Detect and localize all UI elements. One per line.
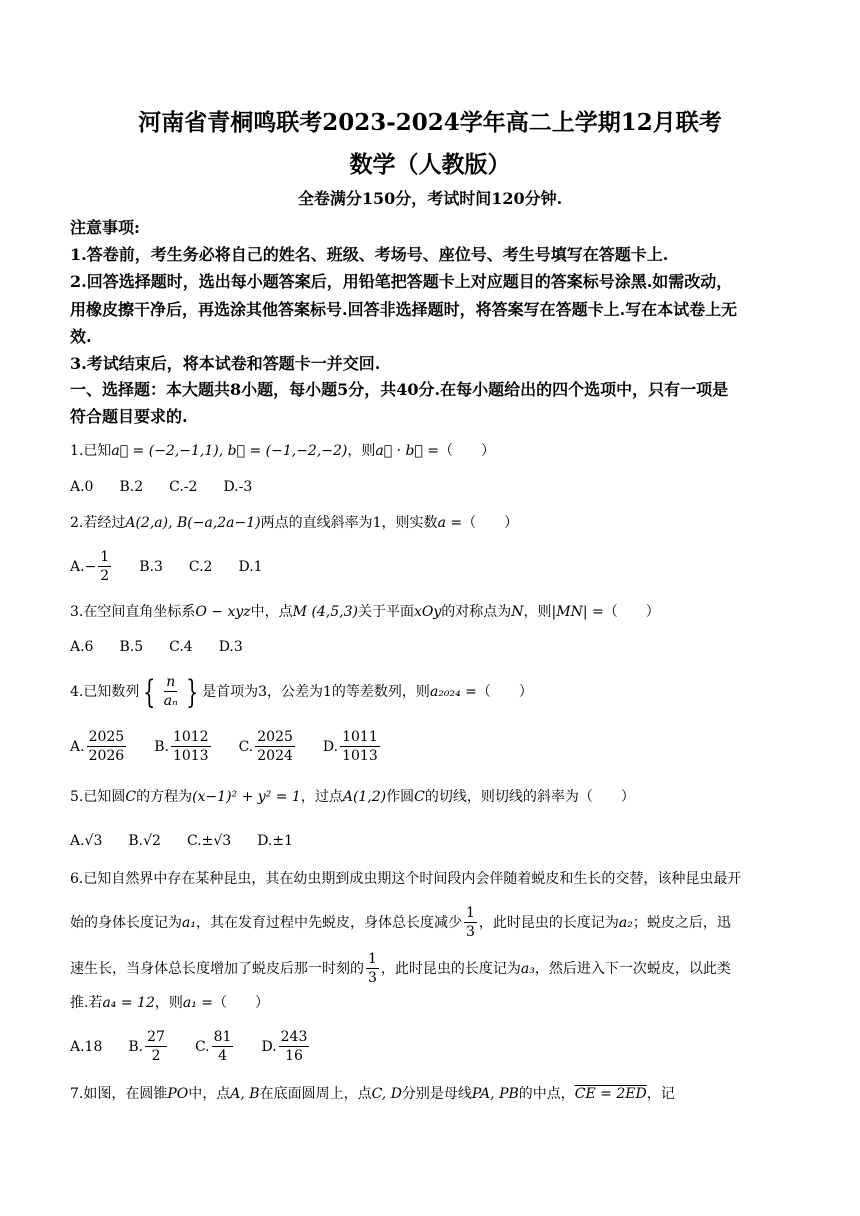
q6-frac1-num: 1 bbox=[465, 905, 475, 921]
q5-equation: (x−1)² + y² = 1 bbox=[192, 789, 301, 805]
q1-ask: a⃗ · b⃗ = bbox=[375, 443, 440, 459]
q4-option-a bbox=[70, 728, 128, 765]
q2-option-a-label: A. bbox=[70, 558, 85, 575]
question-6-line1: 6.已知自然界中存在某种昆虫，其在幼虫期到成虫期这个时间段内会伴随着蜕皮和生长的交替，该种昆虫最开 bbox=[70, 871, 742, 887]
q6-l4b: ，则 bbox=[154, 995, 183, 1011]
q1-paren: （ ） bbox=[439, 443, 496, 459]
q6-l2a: 始的身体长度记为 bbox=[70, 914, 182, 931]
q6-l2d: ；蜕皮之后，迅 bbox=[632, 914, 731, 931]
q2-options bbox=[70, 548, 289, 585]
q6-l2c: ，此时昆虫的长度记为 bbox=[478, 914, 619, 931]
q7-po: PO bbox=[167, 1086, 189, 1102]
note-item-2-cont: 用橡皮擦干净后，再选涂其他答案标号.回答非选择题时，将答案写在答题卡上.写在本试卷上无 bbox=[70, 300, 738, 319]
q3-option-a: A.6 bbox=[70, 639, 94, 655]
q4-option-a-num: 2025 bbox=[88, 729, 125, 745]
q1-mid: ，则 bbox=[347, 443, 376, 459]
section1-heading-cont: 符合题目要求的. bbox=[70, 407, 188, 426]
q6-option-c-num: 81 bbox=[213, 1029, 232, 1045]
note-item-1: 1.答卷前，考生务必将自己的姓名、班级、考场号、座位号、考生号填写在答题卡上. bbox=[70, 245, 669, 264]
q3-mid3: 的对称点为 bbox=[441, 604, 512, 620]
q1-option-c: C.-2 bbox=[169, 479, 198, 495]
q6-option-c bbox=[195, 1028, 236, 1065]
q5-option-c: C.±√3 bbox=[186, 833, 232, 849]
q5-suffix: 的切线，则切线的斜率为 bbox=[424, 789, 579, 805]
q3-mid2: 关于平面 bbox=[358, 604, 414, 620]
exam-info: 全卷满分150分，考试时间120分钟. bbox=[297, 189, 563, 208]
q7-mid4: 的中点， bbox=[518, 1086, 575, 1102]
q6-l4a: 推.若 bbox=[70, 995, 103, 1011]
q2-prefix: 2.若经过 bbox=[70, 515, 126, 531]
q4-option-d-fraction bbox=[340, 728, 380, 765]
q7-mid2: 在底面圆周上，点 bbox=[259, 1086, 372, 1102]
q6-option-a: A.18 bbox=[70, 1038, 103, 1055]
q6-a2: a₂ bbox=[618, 914, 633, 931]
q2-option-c: C.2 bbox=[188, 558, 213, 575]
question-5 bbox=[70, 786, 794, 808]
note-item-3: 3.考试结束后，将本试卷和答题卡一并交回. bbox=[70, 354, 381, 373]
q6-option-b-den: 2 bbox=[151, 1048, 161, 1064]
q1-prefix: 1.已知 bbox=[70, 443, 112, 459]
q1-vectors: a⃗ = (−2,−1,1), b⃗ = (−1,−2,−2) bbox=[111, 443, 348, 459]
q3-point: M (4,5,3) bbox=[292, 604, 358, 620]
q3-system: O − xyz bbox=[195, 604, 251, 620]
q4-option-d-label: D. bbox=[322, 738, 339, 755]
q4-frac-num: n bbox=[166, 674, 176, 690]
q3-plane: xOy bbox=[414, 604, 442, 620]
q4-option-c bbox=[239, 728, 297, 765]
question-2 bbox=[70, 512, 794, 534]
q4-option-d-num: 1011 bbox=[342, 729, 378, 745]
q1-option-d: D.-3 bbox=[223, 479, 253, 495]
q3-prefix: 3.在空间直角坐标系 bbox=[70, 604, 196, 620]
q6-a3: a₃ bbox=[520, 960, 535, 977]
q3-options bbox=[70, 639, 269, 655]
q2-suffix: 两点的直线斜率为1，则实数 bbox=[260, 515, 438, 531]
q3-option-d: D.3 bbox=[218, 639, 243, 655]
q5-c: C bbox=[125, 789, 137, 805]
q5-option-b: B.√2 bbox=[128, 833, 161, 849]
q4-option-b-num: 1012 bbox=[172, 729, 209, 745]
q4-fraction bbox=[162, 673, 180, 710]
question-1 bbox=[70, 440, 794, 462]
q3-abs: |MN| = bbox=[551, 604, 604, 620]
q6-option-b bbox=[128, 1028, 169, 1065]
q6-option-d bbox=[261, 1028, 311, 1065]
q5-mid2: ，过点 bbox=[300, 789, 343, 805]
q7-suffix: ，记 bbox=[646, 1086, 675, 1102]
q3-mid4: ，则 bbox=[523, 604, 552, 620]
q6-paren: （ ） bbox=[213, 995, 269, 1011]
q5-option-d: D.±1 bbox=[257, 833, 294, 849]
q6-option-b-fraction bbox=[145, 1028, 167, 1065]
q1-option-a: A.0 bbox=[70, 479, 94, 495]
q4-ask: a₂₀₂₄ = bbox=[429, 683, 477, 700]
q4-options bbox=[70, 728, 408, 765]
q6-a1: a₁ bbox=[182, 914, 196, 931]
q6-option-d-den: 16 bbox=[285, 1048, 303, 1064]
q6-option-b-num: 27 bbox=[147, 1029, 165, 1045]
q4-option-a-label: A. bbox=[70, 738, 85, 755]
q4-option-c-num: 2025 bbox=[257, 729, 293, 745]
q4-option-c-den: 2024 bbox=[257, 748, 293, 764]
q4-option-b-fraction bbox=[171, 728, 211, 765]
section1-heading: 一、选择题：本大题共8小题，每小题5分，共40分.在每小题给出的四个选项中，只有一项是 bbox=[70, 380, 729, 399]
q7-cd: C, D bbox=[371, 1086, 402, 1102]
q6-l2b: ，其在发育过程中先蜕皮，身体总长度减少 bbox=[195, 914, 462, 931]
q6-condition: a₄ = 12 bbox=[102, 995, 155, 1011]
q4-option-b bbox=[154, 728, 212, 765]
q4-prefix: 4.已知数列 bbox=[70, 683, 140, 700]
q2-option-a-den: 2 bbox=[100, 568, 110, 584]
q5-mid3: 作圆 bbox=[386, 789, 415, 805]
exam-subject: 数学（人教版） bbox=[349, 151, 511, 178]
q6-l3b: ，此时昆虫的长度记为 bbox=[380, 960, 521, 977]
q2-option-d: D.1 bbox=[238, 558, 263, 575]
q5-option-a: A.√3 bbox=[70, 833, 103, 849]
notes-heading: 注意事项: bbox=[70, 218, 140, 237]
q3-option-b: B.5 bbox=[119, 639, 144, 655]
q2-option-a-fraction bbox=[98, 548, 111, 585]
q5-mid1: 的方程为 bbox=[136, 789, 193, 805]
q1-options bbox=[70, 479, 278, 495]
question-6-line4 bbox=[70, 992, 794, 1014]
q4-frac-den: aₙ bbox=[163, 693, 178, 709]
q4-option-c-label: C. bbox=[238, 738, 254, 755]
q2-var: a = bbox=[437, 515, 463, 531]
q2-option-a-sign: − bbox=[84, 558, 97, 575]
exam-title: 河南省青桐鸣联考2023-2024学年高二上学期12月联考 bbox=[138, 109, 722, 136]
q6-option-d-fraction bbox=[279, 1028, 310, 1065]
q2-option-a bbox=[70, 548, 113, 585]
q4-option-c-fraction bbox=[255, 728, 295, 765]
q6-frac2-den: 3 bbox=[368, 970, 377, 986]
q5-options bbox=[70, 833, 319, 849]
q6-frac1-den: 3 bbox=[465, 924, 475, 940]
q6-fraction-1 bbox=[464, 904, 477, 941]
q3-paren: （ ） bbox=[603, 604, 660, 620]
q2-paren: （ ） bbox=[462, 515, 519, 531]
question-4 bbox=[70, 673, 794, 710]
q1-option-b: B.2 bbox=[119, 479, 144, 495]
q2-option-a-num: 1 bbox=[100, 549, 110, 565]
q3-n: N bbox=[511, 604, 524, 620]
q4-sequence-brace: { $\frac{n}{\text{aₙ}}$ } bbox=[143, 672, 199, 711]
q7-ab: A, B bbox=[230, 1086, 260, 1102]
q5-prefix: 5.已知圆 bbox=[70, 789, 126, 805]
q4-option-a-den: 2026 bbox=[88, 748, 125, 764]
q6-ask: a₁ = bbox=[182, 995, 213, 1011]
question-6-line2 bbox=[70, 904, 794, 941]
q7-prefix: 7.如图，在圆锥 bbox=[70, 1086, 168, 1102]
q4-paren: （ ） bbox=[476, 683, 533, 700]
q4-option-b-den: 1013 bbox=[172, 748, 209, 764]
q3-option-c: C.4 bbox=[169, 639, 193, 655]
q6-frac2-num: 1 bbox=[368, 951, 377, 967]
q7-mid1: 中，点 bbox=[188, 1086, 231, 1102]
question-6-line3 bbox=[70, 950, 794, 987]
q7-pa: PA, PB bbox=[471, 1086, 519, 1102]
q6-l3c: ，然后进入下一次蜕皮，以此类 bbox=[534, 960, 731, 977]
q7-mid3: 分别是母线 bbox=[401, 1086, 472, 1102]
question-7 bbox=[70, 1083, 794, 1105]
note-item-2-end: 效. bbox=[70, 327, 92, 346]
question-3 bbox=[70, 601, 794, 623]
q5-point: A(1,2) bbox=[342, 789, 387, 805]
q6-option-d-label: D. bbox=[261, 1038, 277, 1055]
q4-option-a-fraction bbox=[87, 728, 127, 765]
note-item-2: 2.回答选择题时，选出每小题答案后，用铅笔把答题卡上对应题目的答案标号涂黑.如需改动， bbox=[70, 272, 733, 291]
q4-option-d bbox=[323, 728, 382, 765]
q7-vector: CE = 2ED bbox=[574, 1086, 647, 1102]
q6-option-d-num: 243 bbox=[280, 1029, 308, 1045]
q6-option-c-label: C. bbox=[194, 1038, 210, 1055]
q2-option-b: B.3 bbox=[139, 558, 163, 575]
q6-option-b-label: B. bbox=[128, 1038, 144, 1055]
q5-paren: （ ） bbox=[578, 789, 635, 805]
q6-options bbox=[70, 1028, 337, 1065]
q3-mid1: 中，点 bbox=[250, 604, 293, 620]
q4-option-b-label: B. bbox=[154, 738, 169, 755]
q2-points: A(2,a), B(−a,2a−1) bbox=[125, 515, 261, 531]
q6-l3a: 速生长，当身体总长度增加了蜕皮后那一时刻的 bbox=[70, 960, 364, 977]
q4-option-d-den: 1013 bbox=[342, 748, 378, 764]
q4-suffix: 是首项为3，公差为1的等差数列，则 bbox=[202, 683, 430, 700]
q5-c2: C bbox=[414, 789, 425, 805]
q6-option-c-fraction bbox=[212, 1028, 234, 1065]
q6-fraction-2 bbox=[366, 950, 379, 987]
q6-option-c-den: 4 bbox=[218, 1048, 227, 1064]
